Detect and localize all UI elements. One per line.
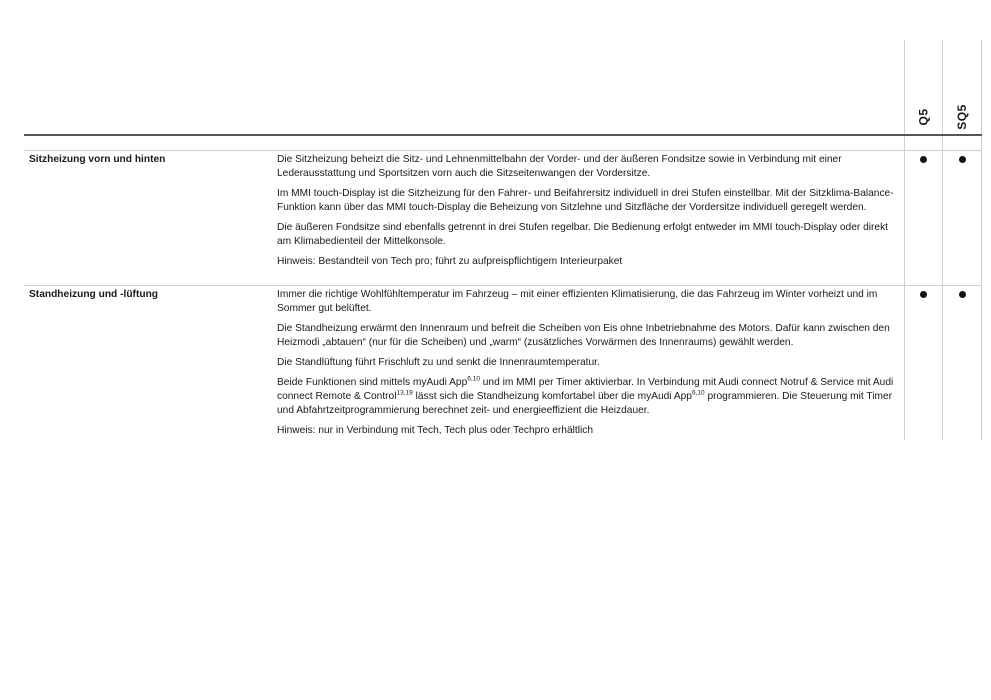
description-note: Hinweis: nur in Verbindung mit Tech, Tech plus oder Techpro erhältlich [277, 425, 593, 436]
footnote-ref: 6,10 [691, 389, 705, 397]
footnote-ref: 6,10 [467, 375, 480, 383]
row-divider [24, 150, 982, 151]
availability-dot-sq5 [959, 291, 966, 298]
row-label-standheizung: Standheizung und -lüftung [29, 289, 159, 300]
description-paragraph: Die äußeren Fondsitze sind ebenfalls getrennt in drei Stufen regelbar. Die Bedienung erfolgt entweder im MMI touch-Display oder direkt am Klimabedienteil der Mittelkonsole. [277, 222, 889, 247]
description-paragraph: Die Standheizung erwärmt den Innenraum und befreit die Scheiben von Eis ohne Inbetriebnahme des Motors. Dafür kann zwischen den Heizmodi „abtauen“ (nur für die Scheiben) und „warm“ (zusätzliches Vorwärmen des Innenraums) gewählt werden. [277, 323, 890, 348]
row-description-sitzheizung [277, 153, 899, 269]
description-note: Hinweis: Bestandteil von Tech pro; führt zu aufpreispflichtigem Interieurpaket [277, 256, 623, 267]
description-paragraph: Die Standlüftung führt Frischluft zu und senkt die Innenraumtemperatur. [277, 357, 600, 368]
footnote-ref: 13,19 [396, 389, 413, 397]
row-description-standheizung [277, 288, 899, 438]
description-paragraph: Die Sitzheizung beheizt die Sitz- und Lehnenmittelbahn der Vorder- und der äußeren Fondsitze sowie in Verbindung mit einer Lederausstattung und Sportsitzen vorn auch die Sitzseitenwangen der Vordersitze. [277, 154, 842, 179]
column-header-q5 [905, 40, 943, 132]
column-header-label: SQ5 [954, 104, 969, 130]
availability-dot-q5 [920, 291, 927, 298]
description-paragraph: Immer die richtige Wohlfühltemperatur im Fahrzeug – mit einer effizienten Klimatisierung, die das Fahrzeug im Winter vorheizt und im Sommer gut belüftet. [277, 289, 878, 314]
header-rule [24, 134, 982, 136]
text-run: und im MMI per Timer aktivierbar. In Verbindung mit Audi connect Notruf & Service mit Audi connect Remote & Control [277, 377, 894, 402]
availability-dot-sq5 [959, 156, 966, 163]
row-label-sitzheizung: Sitzheizung vorn und hinten [29, 154, 166, 165]
text-run: programmieren. Die Steuerung mit Timer und Abfahrtzeitprogrammierung berechnet zeit- und energieeffizient die Heizdauer. [277, 391, 893, 416]
text-run: Beide Funktionen sind mittels myAudi App [277, 377, 468, 388]
column-header-sq5 [943, 40, 981, 132]
description-paragraph: Im MMI touch-Display ist die Sitzheizung für den Fahrer- und Beifahrersitz individuell in drei Stufen einstellbar. Mit der Sitzklima-Balance-Funktion kann über das MMI touch-Display die Beheizung von Sitzlehne und Sitzfläche der Vordersitze individuell geregelt werden. [277, 188, 894, 213]
availability-dot-q5 [920, 156, 927, 163]
column-header-label: Q5 [916, 108, 931, 126]
row-divider [24, 285, 982, 286]
text-run: lässt sich die Standheizung komfortabel über die myAudi App [412, 391, 692, 402]
column-divider [981, 40, 982, 440]
description-paragraph [277, 376, 899, 418]
